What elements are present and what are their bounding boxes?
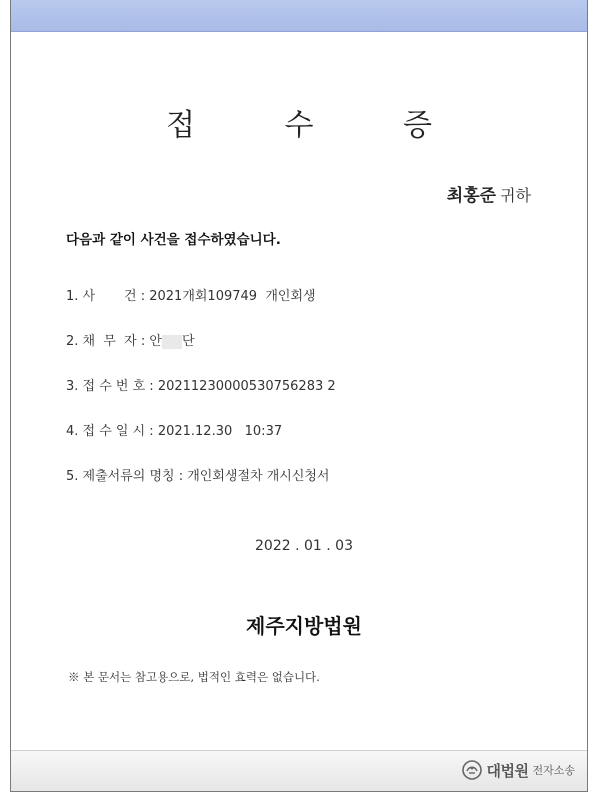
document-title: 접 수 증 [165, 108, 472, 143]
court-name: 제주지방법원 [246, 614, 362, 638]
recipient-suffix: 귀하 [500, 186, 531, 205]
debtor-name-prefix: 안 [149, 334, 162, 349]
item-label: 5. 제출서류의 명칭 : [66, 469, 188, 484]
footer-bar [11, 750, 587, 791]
ecourt-logo [461, 759, 576, 781]
issue-date: 2022 . 01 . 03 [255, 538, 353, 554]
debtor-name-suffix: 단 [181, 334, 195, 349]
item-label: 3. 접 수 번 호 : [66, 379, 158, 394]
window-title-bar [11, 0, 587, 32]
court-seal-icon [461, 759, 483, 781]
item-document-name [66, 465, 330, 484]
item-value: 2021개회109749 개인회생 [149, 289, 316, 304]
item-value: 2021.12.30 10:37 [157, 424, 283, 439]
recipient-name: 최홍준 [446, 186, 497, 206]
item-debtor [66, 330, 195, 349]
item-case [66, 285, 316, 304]
item-label: 1. 사 건 : [66, 289, 150, 304]
item-receipt-datetime [66, 420, 282, 439]
logo-main-text: 대법원 [486, 761, 529, 780]
item-label: 2. 채 무 자 : [66, 334, 150, 349]
reference-notice: ※ 본 문서는 참고용으로, 법적인 효력은 없습니다. [68, 670, 320, 684]
intro-text: 다음과 같이 사건을 접수하였습니다. [66, 232, 281, 248]
redaction-block [162, 335, 182, 349]
item-label: 4. 접 수 일 시 : [66, 424, 158, 439]
recipient [447, 181, 531, 206]
item-receipt-number [66, 375, 336, 394]
item-value: 20211230000530756283 2 [157, 379, 336, 394]
logo-sub-text: 전자소송 [532, 764, 575, 777]
item-value: 개인회생절차 개시신청서 [187, 469, 330, 484]
document-frame [10, 0, 588, 792]
